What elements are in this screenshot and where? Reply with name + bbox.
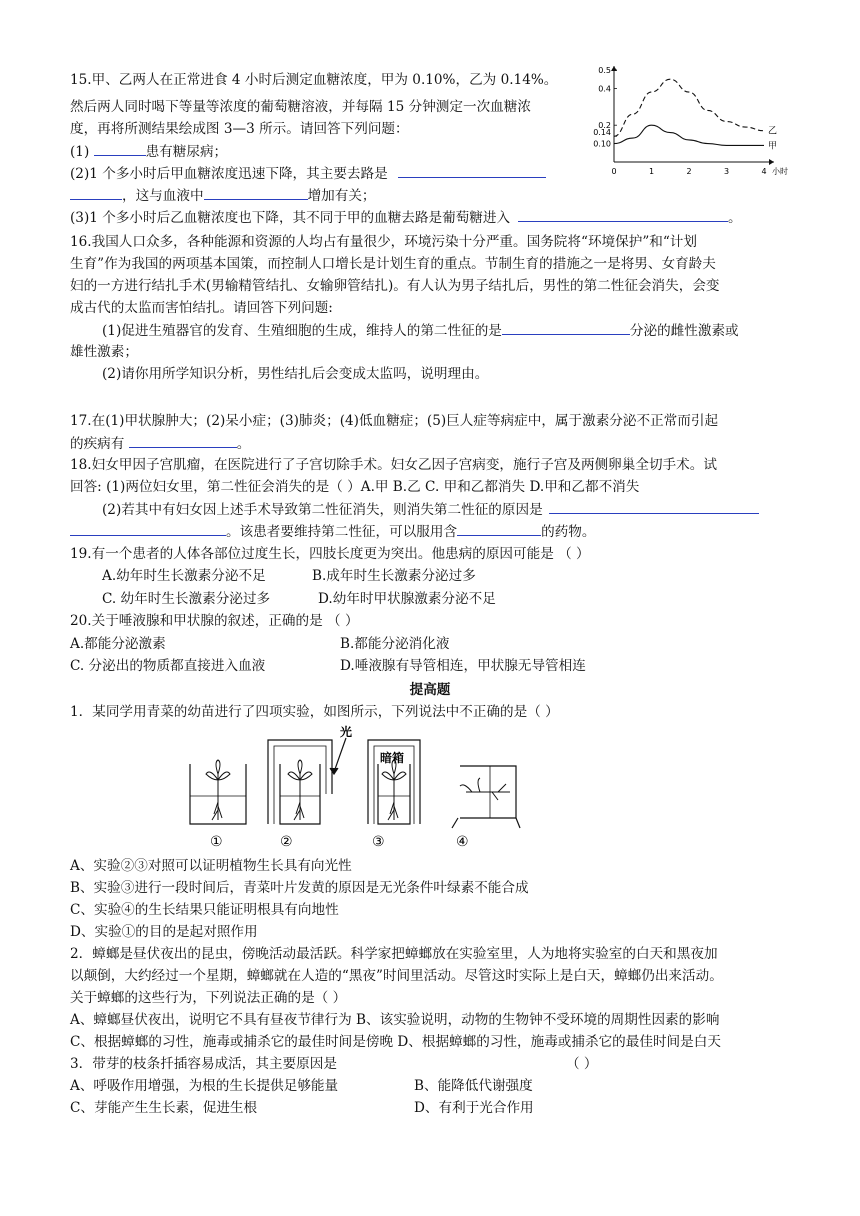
light-label: 光: [340, 725, 353, 739]
q19-line-1: 19.有一个患者的人体各部位过度生长，四肢长度更为突出。他患病的原因可能是 （ ）: [70, 546, 590, 562]
q18-line-1: 18.妇女甲因子宫肌瘤，在医院进行了子宫切除手术。妇女乙因子宫病变，施行子宫及两侧卵巢全切手术。试: [70, 457, 717, 473]
q15-line-4: (1) 患有糖尿病；: [70, 141, 227, 162]
q20-option-b: B.都能分泌消化液: [340, 636, 450, 652]
q15-line-2: 然后两人同时喝下等量等浓度的葡萄糖溶液，并每隔 15 分钟测定一次血糖浓: [70, 99, 531, 115]
p2-line-5: C、根据蟑螂的习性，施毒或捕杀它的最佳时间是傍晚 D、根据蟑螂的习性，施毒或捕杀它的最佳时间是白天: [70, 1034, 721, 1050]
p1-option-c: C、实验④的生长结果只能证明根具有向地性: [70, 902, 339, 918]
series-line-jia: [614, 125, 764, 145]
q18-line-2: 回答: (1)两位妇女里，第二性征会消失的是（ ）A.甲 B.乙 C. 甲和乙都消失 D.甲和乙都不消失: [70, 479, 640, 495]
x-tick-label: 0: [611, 167, 617, 176]
p1-option-d: D、实验①的目的是起对照作用: [70, 924, 258, 940]
q19-option-b: B.成年时生长激素分泌过多: [312, 568, 476, 584]
q18-line-4: 。该患者要维持第二性征，可以服用含 的药物。: [70, 521, 595, 542]
q19-option-d: D.幼年时甲状腺激素分泌不足: [318, 591, 496, 607]
series-label: 乙: [768, 126, 778, 137]
series-label: 甲: [768, 141, 778, 152]
q18-line-3: (2)若其中有妇女因上述手术导致第二性征消失，则消失第二性征的原因是: [102, 499, 759, 520]
q15-line-5: (2)1 个多小时后甲血糖浓度迅速下降，其主要去路是: [70, 163, 546, 184]
x-tick-label: 1: [648, 167, 655, 176]
q15-line-3: 度，再将所测结果绘成图 3—3 所示。请回答下列问题：: [70, 121, 409, 137]
q19-option-c: C. 幼年时生长激素分泌过多: [102, 591, 271, 607]
x-tick-label: 2: [686, 167, 692, 176]
p3-option-d: D、有利于光合作用: [414, 1100, 534, 1116]
p3-answer-paren: （ ）: [566, 1056, 598, 1072]
p2-line-2: 以颠倒，大约经过一个星期，蟑螂就在人造的“黑夜”时间里活动。尽管这时实际上是白天，蟑螂仍出来活动。: [70, 968, 723, 984]
answer-blank[interactable]: [502, 320, 630, 335]
q16-line-6: 雄性激素；: [70, 344, 138, 360]
q16-line-2: 生育”作为我国的两项基本国策，而控制人口增长是计划生育的重点。节制生育的措施之一是将男、女育龄夫: [70, 256, 716, 272]
q15-line-7: (3)1 个多小时后乙血糖浓度也下降，其不同于甲的血糖去路是葡萄糖进入 。: [70, 207, 742, 228]
x-unit-label: 小时: [772, 167, 788, 176]
figure-label-4: ④: [456, 834, 469, 850]
x-tick-label: 3: [723, 167, 730, 176]
q17-line-2: 的疾病有 。: [70, 433, 250, 454]
q16-line-4: 成古代的太监而害怕结扎。请回答下列问题:: [70, 300, 333, 316]
p2-line-1: 2．蟑螂是昼伏夜出的昆虫，傍晚活动最活跃。科学家把蟑螂放在实验室里，人为地将实验室的白天和黑夜加: [70, 946, 718, 962]
answer-blank[interactable]: [94, 141, 146, 156]
q15-line-1: 15.甲、乙两人在正常进食 4 小时后测定血糖浓度，甲为 0.10%，乙为 0.14%。: [70, 72, 558, 88]
answer-blank[interactable]: [549, 499, 759, 514]
q15-line-6: ，这与血液中 增加有关；: [70, 185, 376, 206]
p1-line-1: 1．某同学用青菜的幼苗进行了四项实验，如图所示，下列说法中不正确的是（ ）: [70, 704, 559, 720]
q20-option-a: A.都能分泌激素: [70, 636, 166, 652]
q17-line-1: 17.在(1)甲状腺肿大；(2)呆小症；(3)肺炎；(4)低血糖症；(5)巨人症等病症中，属于激素分泌不正常而引起: [70, 413, 719, 429]
p3-option-a: A、呼吸作用增强，为根的生长提供足够能量: [70, 1078, 339, 1094]
q16-line-3: 妇的一方进行结扎手术(男输精管结扎、女输卵管结扎)。有人认为男子结扎后，男性的第二性征会消失，会变: [70, 278, 720, 294]
q20-option-c: C. 分泌出的物质都直接进入血液: [70, 658, 266, 674]
section-title: 提高题: [409, 682, 451, 698]
dark-box-label: 暗箱: [380, 751, 405, 765]
y-tick-label: 0.4: [598, 84, 611, 94]
y-tick-label: 0.14: [593, 128, 611, 138]
p1-option-a: A、实验②③对照可以证明植物生长具有向光性: [70, 858, 352, 874]
answer-blank[interactable]: [457, 521, 541, 536]
seedling-experiment-figure: [180, 724, 530, 854]
answer-blank[interactable]: [398, 163, 546, 178]
figure-label-3: ③: [372, 834, 385, 850]
p2-line-3: 关于蟑螂的这些行为，下列说法正确的是（ ）: [70, 990, 347, 1006]
x-axis-arrow: [769, 159, 774, 165]
q20-option-d: D.唾液腺有导管相连，甲状腺无导管相连: [340, 658, 586, 674]
p1-option-b: B、实验③进行一段时间后，青菜叶片发黄的原因是无光条件叶绿素不能合成: [70, 880, 529, 896]
p3-line-1: 3．带芽的枝条扦插容易成活，其主要原因是: [70, 1056, 337, 1072]
p3-option-b: B、能降低代谢强度: [414, 1078, 533, 1094]
figure-label-1: ①: [210, 834, 223, 850]
series-line-yi: [614, 79, 764, 136]
answer-blank[interactable]: [129, 433, 237, 448]
answer-blank[interactable]: [518, 207, 728, 222]
q19-option-a: A.幼年时生长激素分泌不足: [102, 568, 266, 584]
x-tick-label: 4: [761, 167, 767, 176]
blood-glucose-chart: [590, 62, 790, 182]
answer-blank[interactable]: [70, 185, 122, 200]
q16-line-1: 16.我国人口众多，各种能源和资源的人均占有量很少，环境污染十分严重。国务院将“环境保护”和“计划: [70, 234, 697, 250]
y-tick-label: 0.5: [598, 66, 611, 75]
q20-line-1: 20.关于唾液腺和甲状腺的叙述，正确的是 （ ）: [70, 613, 359, 629]
p2-line-4: A、蟑螂昼伏夜出，说明它不具有昼夜节律行为 B、该实验说明，动物的生物钟不受环境的周期性因素的影响: [70, 1012, 720, 1028]
y-tick-label: 0.2: [598, 121, 611, 131]
q16-line-7: (2)请你用所学知识分析，男性结扎后会变成太监吗，说明理由。: [102, 366, 489, 382]
answer-blank[interactable]: [70, 521, 226, 536]
answer-blank[interactable]: [204, 185, 308, 200]
p3-option-c: C、芽能产生生长素，促进生根: [70, 1100, 258, 1116]
figure-label-2: ②: [280, 834, 293, 850]
y-tick-label: 0.10: [593, 139, 611, 149]
q16-line-5: (1)促进生殖器官的发育、生殖细胞的生成，维持人的第二性征的是 分泌的雌性激素或: [102, 320, 739, 341]
